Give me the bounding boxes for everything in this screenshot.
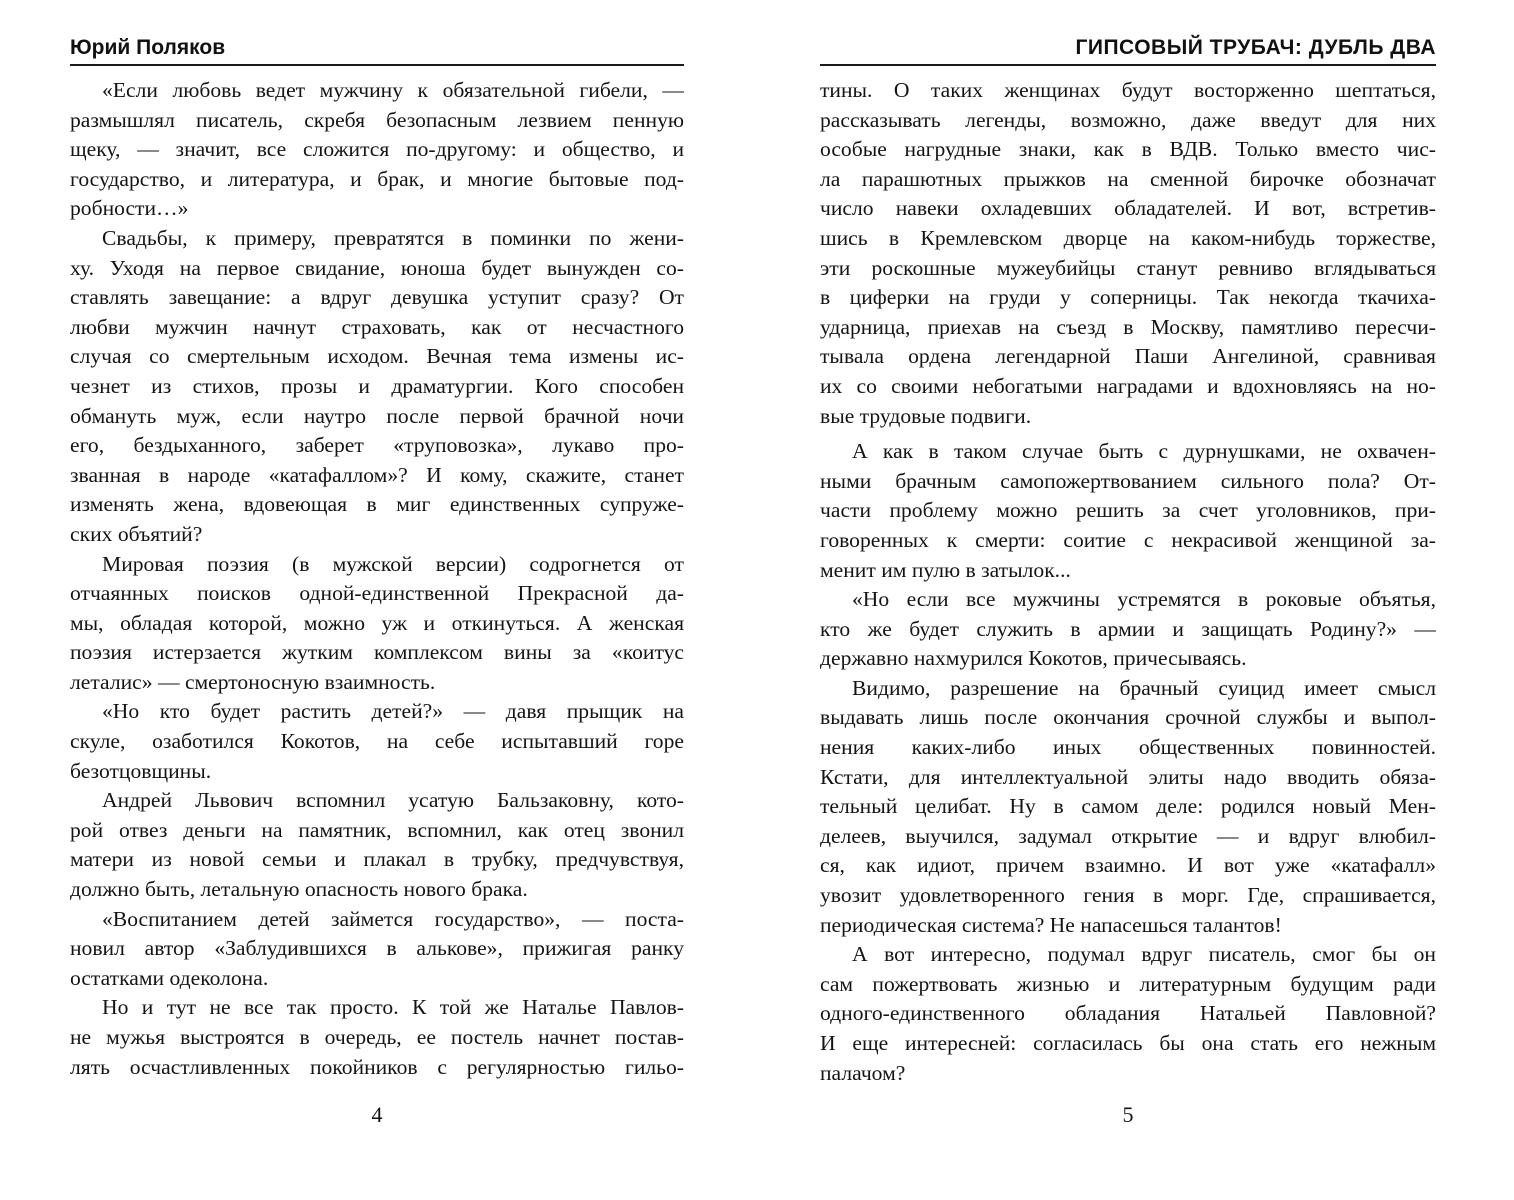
text-line: размышлял писатель, скребя безопасным лезвием пенную	[70, 107, 684, 132]
text-line: А вот интересно, подумал вдруг писатель, смог бы он	[852, 942, 1436, 967]
text-line: эти роскошные мужеубийцы станут ревниво вглядываться	[820, 255, 1436, 280]
text-line: особые нагрудные знаки, как в ВДВ. Только вместо чис-	[820, 137, 1436, 162]
text-line: новил автор «Заблудившихся в алькове», прижигая ранку	[70, 936, 684, 961]
text-line: государство, и литература, и брак, и многие бытовые под-	[70, 166, 684, 191]
text-line: тины. О таких женщинах будут восторженно шептаться,	[820, 78, 1436, 102]
text-line: званная в народе «катафаллом»? И кому, скажите, станет	[70, 462, 684, 487]
text-line: ударница, приехав на съезд в Москву, памятливо пересчи-	[820, 314, 1436, 339]
text-line: леталис» — смертоносную взаимность.	[70, 669, 436, 694]
text-line: палачом?	[820, 1060, 906, 1085]
text-line: Свадьбы, к примеру, превратятся в поминки по жени-	[102, 225, 684, 250]
text-line: скуле, озаботился Кокотов, на себе испытавший горе	[70, 729, 684, 754]
page-number: 4	[371, 1102, 383, 1127]
text-line: шись в Кремлевском дворце на каком-нибудь торжестве,	[820, 225, 1436, 250]
text-line: сам пожертвовать жизнью и литературным будущим ради	[820, 971, 1436, 996]
text-line: «Если любовь ведет мужчину к обязательной гибели, —	[102, 78, 684, 102]
text-line: в циферки на груди у соперницы. Так некогда ткачиха-	[820, 285, 1436, 310]
text-line: его, бездыханного, заберет «труповозка», лукаво про-	[70, 433, 684, 458]
text-line: делеев, выучился, задумал открытие — и вдруг влюбил-	[820, 823, 1436, 848]
text-line: А как в таком случае быть с дурнушками, не охвачен-	[852, 439, 1436, 464]
text-line: рой отвез деньги на памятник, вспомнил, как отец звонил	[70, 817, 684, 842]
right-page	[820, 0, 1436, 1200]
text-line: державно нахмурился Кокотов, причесываясь.	[820, 646, 1247, 671]
text-line: робности…»	[70, 196, 189, 221]
text-line: вые трудовые подвиги.	[820, 403, 1032, 428]
text-line: части проблему можно решить за счет уголовников, при-	[820, 498, 1436, 523]
text-line: случая со смертельным исходом. Вечная тема измены ис-	[70, 344, 684, 369]
text-line: отчаянных поисков одной-единственной Прекрасной да-	[70, 581, 684, 606]
right-page-text	[820, 76, 1436, 1088]
author-name: Юрий Поляков	[70, 36, 226, 59]
text-line: ставлять завещание: а вдруг девушка уступит сразу? От	[70, 285, 684, 310]
text-line: ся, как идиот, причем взаимно. И вот уже «катафалл»	[820, 853, 1436, 878]
text-line: изменять жена, вдовеющая в миг единственных супруже-	[70, 492, 684, 517]
text-line: Андрей Львович вспомнил усатую Бальзаковну, кото-	[102, 788, 684, 813]
text-line: одного-единственного обладания Натальей Павловной?	[820, 1001, 1436, 1026]
text-line: кто же будет служить в армии и защищать Родину?» —	[820, 616, 1436, 641]
running-head-left	[70, 34, 684, 66]
text-line: щеку, — значит, все сложится по-другому: и общество, и	[70, 137, 684, 162]
left-page	[70, 0, 684, 1200]
text-line: лять осчастливленных покойников с регулярностью гильо-	[70, 1054, 684, 1079]
text-line: говоренных к смерти: соитие с некрасивой женщиной за-	[820, 527, 1436, 552]
text-line: тельный целибат. Ну в самом деле: родился новый Мен-	[820, 794, 1436, 819]
text-line: поэзия истерзается жутким комплексом вины за «коитус	[70, 640, 684, 665]
text-line: менит им пулю в затылок...	[820, 557, 1071, 582]
text-line: ху. Уходя на первое свидание, юноша будет вынужден со-	[70, 255, 684, 280]
page-number: 5	[1122, 1102, 1134, 1127]
text-line: Видимо, разрешение на брачный суицид имеет смысл	[852, 675, 1436, 700]
text-line: любви мужчин начнут страховать, как от несчастного	[70, 314, 684, 339]
text-line: безотцовщины.	[70, 758, 212, 783]
text-line: увозит удовлетворенного гения в морг. Где, спрашивается,	[820, 883, 1436, 908]
text-line: чезнет из стихов, прозы и драматургии. Кого способен	[70, 373, 684, 398]
text-line: «Но если все мужчины устремятся в роковые объятья,	[852, 587, 1436, 612]
text-line: И еще интересней: согласилась бы она стать его нежным	[820, 1031, 1436, 1055]
text-line: рассказывать легенды, возможно, даже введут для них	[820, 107, 1436, 132]
text-line: нения каких-либо иных общественных повинностей.	[820, 735, 1436, 760]
text-line: их со своими небогатыми наградами и вдохновляясь на но-	[820, 373, 1436, 398]
book-title: ГИПСОВЫЙ ТРУБАЧ: ДУБЛЬ ДВА	[1075, 36, 1436, 59]
text-line: Но и тут не все так просто. К той же Наталье Павлов-	[102, 995, 684, 1020]
running-head-right	[820, 34, 1436, 66]
left-page-text	[70, 76, 684, 1082]
text-line: мы, обладая которой, можно уж и откинуться. А женская	[70, 610, 684, 635]
text-line: число навеки охладевших обладателей. И вот, встретив-	[820, 196, 1436, 221]
text-line: обмануть муж, если наутро после первой брачной ночи	[70, 403, 684, 428]
text-line: Кстати, для интеллектуальной элиты надо вводить обяза-	[820, 764, 1436, 789]
text-line: Мировая поэзия (в мужской версии) содрогнется от	[102, 551, 684, 576]
text-line: остатками одеколона.	[70, 965, 269, 990]
text-line: выдавать лишь после окончания срочной службы и выпол-	[820, 705, 1436, 730]
text-line: «Но кто будет растить детей?» — давя прыщик на	[102, 699, 684, 724]
text-line: ными брачным самопожертвованием сильного пола? От-	[820, 468, 1436, 493]
text-line: ских объятий?	[70, 521, 203, 546]
text-line: тывала ордена легендарной Паши Ангелиной, сравнивая	[820, 344, 1436, 369]
text-line: не мужья выстроятся в очередь, ее постель начнет постав-	[70, 1025, 684, 1049]
text-line: ла парашютных прыжков на сменной бирочке обозначат	[820, 166, 1436, 191]
text-line: «Воспитанием детей займется государство», — поста-	[102, 906, 684, 931]
text-line: должно быть, летальную опасность нового брака.	[70, 877, 528, 902]
text-line: периодическая система? Не напасешься талантов!	[820, 912, 1282, 937]
text-line: матери из новой семьи и плакал в трубку, предчувствуя,	[70, 847, 684, 872]
